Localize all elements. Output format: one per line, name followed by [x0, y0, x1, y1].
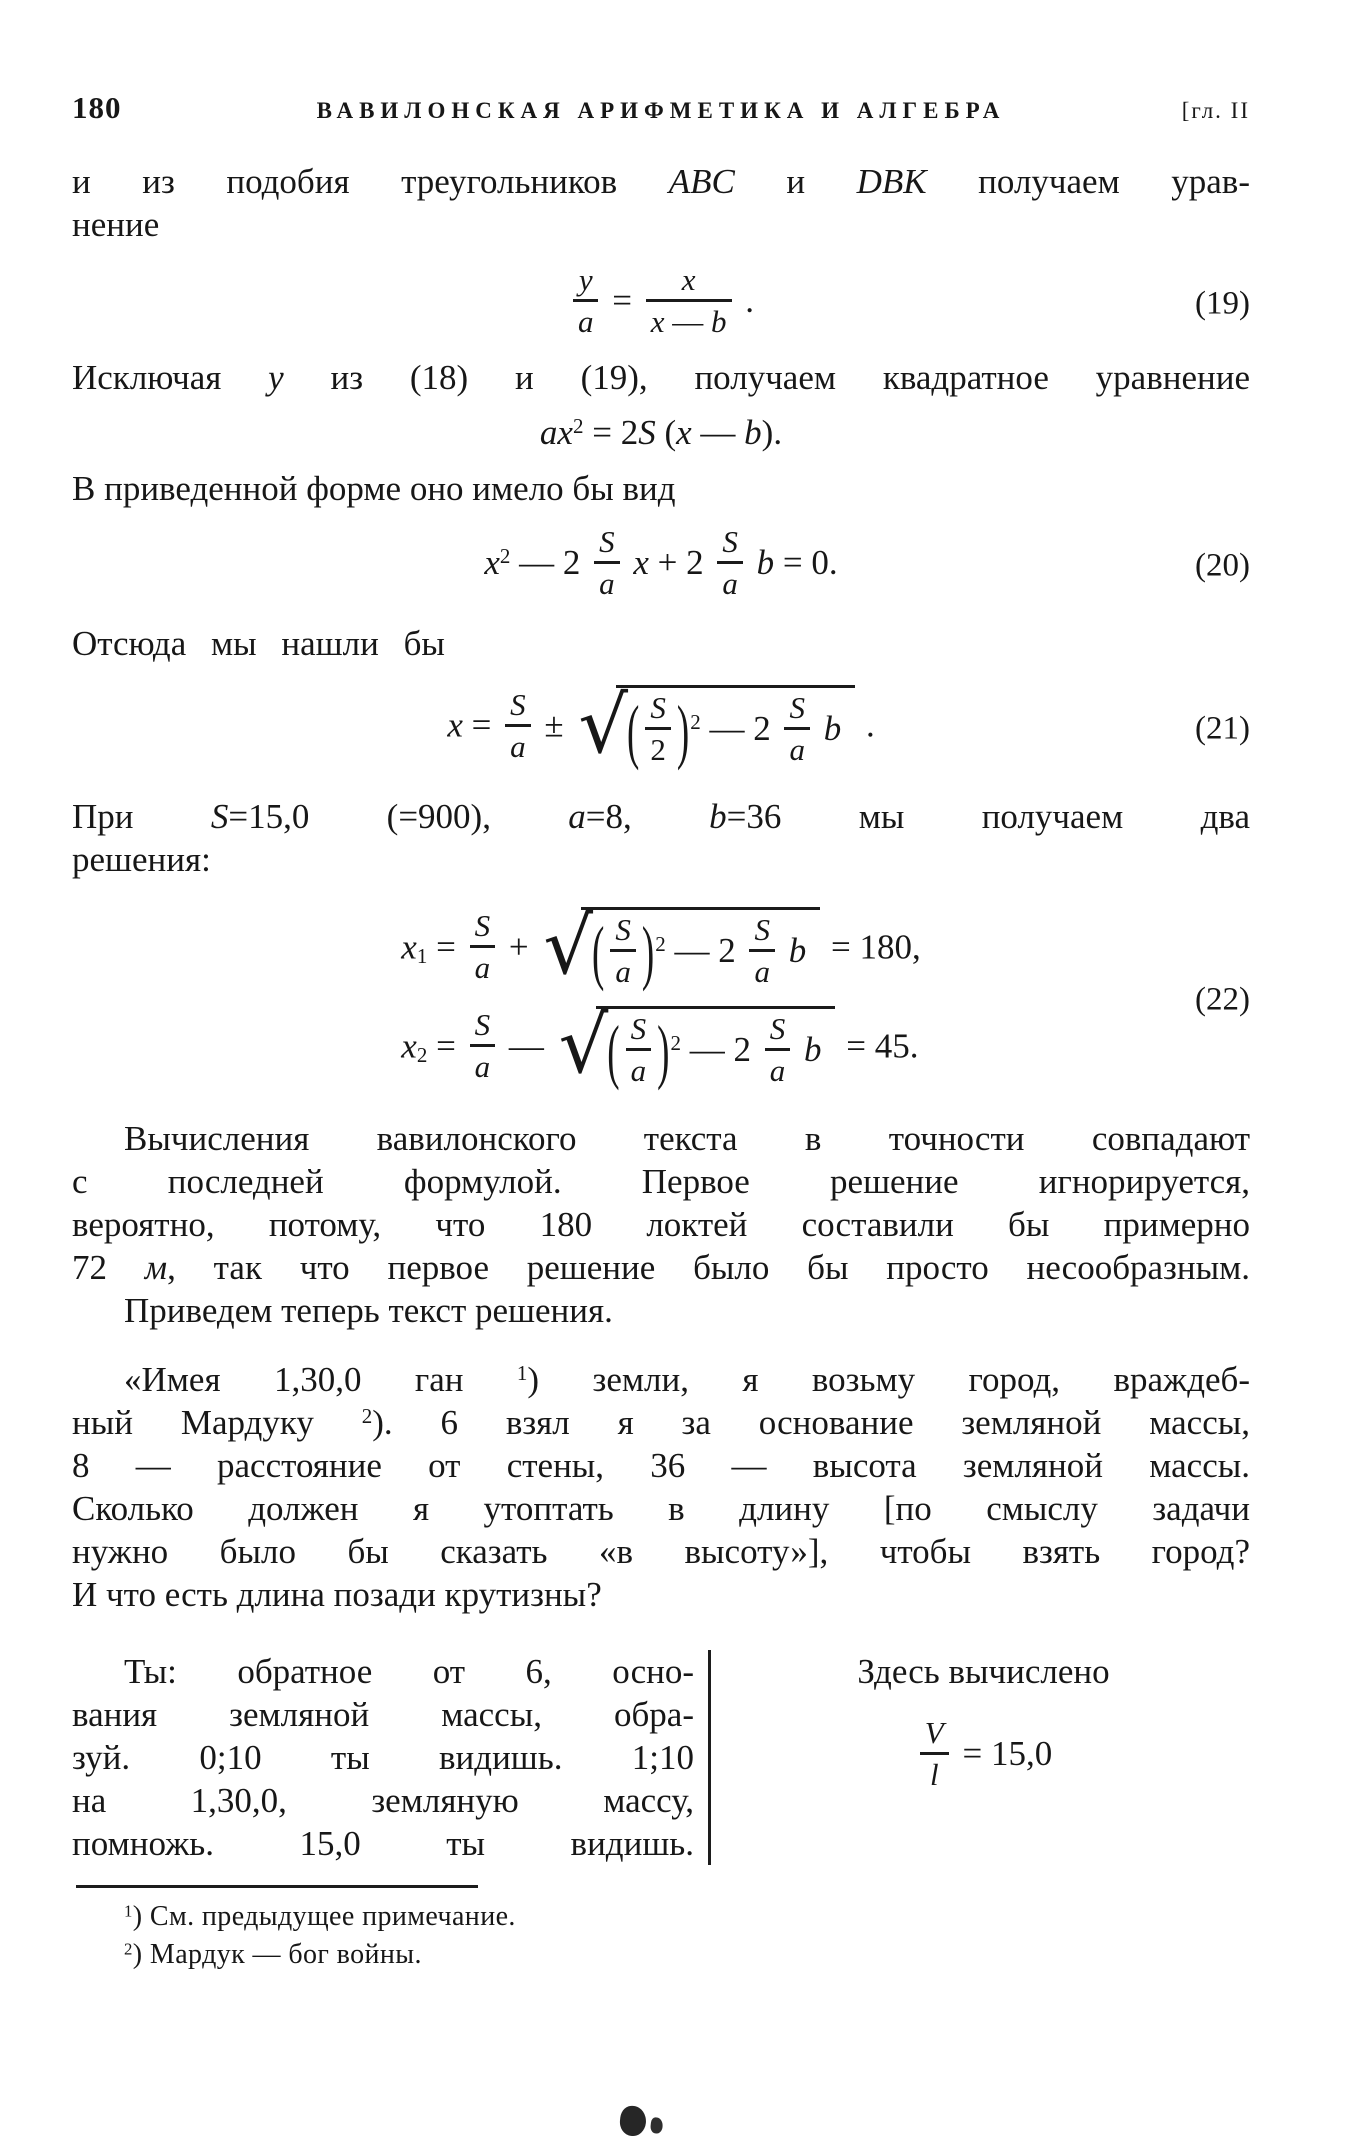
text-run: решения:: [72, 839, 211, 879]
close-paren: ): [657, 1012, 670, 1093]
fraction: [626, 1012, 652, 1088]
denominator: [470, 1044, 496, 1084]
equation-body: [401, 902, 921, 994]
close-paren: ): [641, 913, 655, 994]
text-line: [72, 795, 1250, 838]
text-line: [72, 1444, 1250, 1487]
text-run: Здесь вычислено: [857, 1651, 1110, 1691]
fraction: [594, 525, 620, 601]
math-variable: S: [754, 911, 770, 947]
math-variable: a: [769, 1052, 786, 1088]
superscript: 1: [124, 1901, 133, 1921]
math-variable: S: [615, 911, 631, 947]
text-run: При: [72, 796, 211, 836]
fraction: [749, 913, 775, 989]
text-line: [72, 1650, 694, 1693]
denominator: [920, 1752, 949, 1792]
numerator: [470, 1008, 496, 1044]
math-variable: b: [823, 709, 842, 749]
math-variable: S: [650, 690, 666, 726]
math-variable: a: [722, 566, 738, 602]
fraction: [784, 691, 810, 767]
text-run: — 2: [680, 1029, 760, 1069]
text-run: «Имея 1,30,0 ган: [124, 1359, 517, 1399]
denominator: [645, 727, 671, 767]
denominator: [470, 945, 496, 985]
superscript: 2: [361, 1404, 373, 1429]
radicand: [581, 907, 820, 994]
math-variable: b: [756, 543, 775, 583]
text-run: вероятно, потому, что 180 локтей составили бы примерно: [72, 1204, 1250, 1244]
parenthesized-group: [591, 911, 655, 994]
text-line: [72, 1822, 694, 1865]
numerator: [610, 913, 636, 949]
text-line: [72, 356, 1250, 399]
math-variable: a: [474, 950, 491, 986]
text-line: [72, 1358, 1250, 1401]
superscript: 1: [516, 1361, 528, 1386]
numerator: [626, 1012, 652, 1048]
numerator: [573, 263, 599, 299]
equation-body: [568, 262, 754, 342]
text-run: =36 мы получаем два: [726, 796, 1250, 836]
fraction: [717, 525, 743, 601]
text-run: 72: [72, 1247, 145, 1287]
text-run: помножь. 15,0 ты видишь.: [72, 1823, 694, 1863]
text-run: Ты: обратное от 6, осно-: [124, 1651, 694, 1691]
text-run: вания земляной массы, обра-: [72, 1694, 694, 1734]
equation-label: (20): [1195, 547, 1250, 584]
footnote: [124, 1898, 1250, 1936]
denominator: [749, 949, 775, 989]
text-run: — 2: [510, 543, 590, 583]
superscript: 2: [499, 544, 511, 569]
denominator: [765, 1048, 791, 1088]
math-variable: l: [929, 1757, 939, 1793]
text-run: 2: [650, 732, 666, 768]
math-variable: b: [744, 413, 762, 453]
paren-content: [640, 690, 676, 770]
text-run: = 45.: [837, 1026, 919, 1066]
text-run: [748, 543, 757, 582]
text-run: получаем урав-: [926, 162, 1250, 201]
numerator: [784, 691, 810, 727]
subscript: 1: [416, 943, 428, 968]
numerator: [505, 688, 531, 724]
text-run: из (18) и (19), получаем квадратное уравнение: [283, 358, 1250, 398]
text-line: [72, 1573, 1250, 1616]
math-variable: S: [599, 524, 615, 560]
fraction: [505, 688, 531, 764]
math-variable: S: [474, 1007, 491, 1043]
text-run: =: [603, 281, 641, 321]
numerator: [749, 913, 775, 949]
text-run: =: [427, 1026, 465, 1066]
page-header: [72, 90, 1250, 126]
denominator: [626, 1048, 652, 1088]
math-variable: b: [711, 304, 727, 340]
fraction: [646, 263, 732, 339]
superscript: 2: [670, 1030, 681, 1055]
equation-stack: [401, 895, 920, 1105]
equation-19: [72, 262, 1250, 342]
text-run: В приведенной форме оно имело бы вид: [72, 469, 676, 509]
text-run: [780, 931, 789, 970]
text-run: (: [655, 413, 677, 453]
text-run: И что есть длина позади крутизны?: [72, 1574, 602, 1614]
equation-label: (21): [1195, 710, 1250, 747]
radical: √ ( $\frac{S}{a}$ ) $^2$ — 2 $\frac{S}{a}$ b: [559, 1006, 836, 1093]
equation-22: [72, 895, 1250, 1105]
open-paren: (: [627, 692, 640, 773]
open-paren: (: [592, 913, 605, 994]
text-line: [72, 1203, 1250, 1246]
text-run: ный Мардуку: [72, 1402, 362, 1442]
superscript: 2: [655, 931, 666, 956]
text-line: [72, 1289, 1250, 1332]
math-variable: b: [803, 1029, 822, 1069]
text-run: ).: [761, 413, 783, 453]
text-run: ). 6 взял я за основание земляной массы,: [372, 1402, 1250, 1442]
math-variable: S: [510, 686, 526, 722]
text-line: [72, 1487, 1250, 1530]
math-variable: x: [401, 927, 417, 967]
fraction: [920, 1716, 949, 1792]
denominator: [610, 949, 636, 989]
text-run: = 2: [583, 413, 639, 453]
denominator: [646, 299, 732, 339]
math-variable: DBK: [856, 162, 927, 201]
chapter-ref: [гл. II: [1181, 98, 1250, 123]
math-variable: a: [510, 728, 526, 764]
numerator: [920, 1716, 949, 1752]
text-run: Вычисления вавилонского текста в точности совпадают: [124, 1118, 1250, 1158]
math-variable: y: [578, 262, 593, 297]
text-run: [795, 1030, 804, 1069]
fraction: [470, 909, 496, 985]
radical: √ ( $\frac{S}{2}$ ) $^2$ — 2 $\frac{S}{a}$ b: [578, 685, 855, 772]
fraction: [573, 263, 599, 339]
superscript: 2: [124, 1939, 133, 1959]
math-variable: S: [630, 1010, 647, 1046]
paren-content: [621, 1010, 657, 1091]
quote-paragraph: [72, 1358, 1250, 1616]
equation-quadratic: [72, 413, 1250, 453]
text-run: [815, 710, 824, 749]
text-run: на 1,30,0, земляную массу,: [72, 1780, 694, 1820]
math-variable: a: [474, 1049, 491, 1085]
denominator: [717, 561, 743, 601]
superscript: 2: [572, 414, 584, 439]
math-variable: x: [401, 1026, 417, 1066]
math-variable: S: [474, 908, 491, 944]
math-variable: S: [789, 690, 805, 726]
math-variable: a: [615, 953, 631, 989]
text-run: нужно было бы сказать «в высоту»], чтобы взять город?: [72, 1531, 1250, 1571]
text-run: —: [691, 413, 745, 453]
denominator: [573, 299, 599, 339]
text-line: [72, 838, 1250, 881]
text-run: + 2: [648, 543, 713, 583]
parenthesized-group: [626, 690, 690, 773]
denominator: [594, 561, 620, 601]
footnote-rule: [76, 1885, 478, 1888]
math-variable: S: [769, 1010, 786, 1046]
math-variable: a: [789, 732, 805, 768]
math-variable: м: [144, 1247, 168, 1287]
text-run: Приведем теперь текст решения.: [124, 1290, 613, 1330]
subscript: 2: [416, 1042, 428, 1067]
math-variable: V: [924, 1714, 944, 1750]
text-run: , так что первое решение было бы просто несообразным.: [167, 1247, 1251, 1287]
fraction: [610, 913, 636, 989]
text-run: = 180,: [822, 927, 921, 967]
parenthesized-group: [606, 1010, 670, 1093]
text-run: Исключая: [72, 358, 269, 398]
text-run: =8,: [585, 796, 710, 836]
denominator: [505, 724, 531, 764]
text-run: = 15,0: [953, 1734, 1053, 1774]
text-run: =15,0 (=900),: [228, 796, 569, 836]
math-variable: b: [709, 796, 727, 836]
math-variable: b: [788, 930, 807, 970]
math-variable: a: [577, 304, 594, 340]
text-run: Сколько должен я утоптать в длину [по смыслу задачи: [72, 1488, 1250, 1528]
equation-label: (19): [1195, 285, 1250, 322]
text-line: [72, 1246, 1250, 1289]
text-run: =: [462, 706, 501, 745]
math-variable: ax: [539, 413, 573, 453]
close-paren: ): [676, 692, 690, 773]
page-number: 180: [72, 90, 122, 125]
math-variable: a: [630, 1052, 647, 1088]
math-variable: y: [268, 358, 284, 398]
text-run: = 0.: [774, 543, 838, 583]
superscript: 2: [690, 710, 701, 735]
equation-label: (22): [1195, 981, 1250, 1018]
equation-body: [484, 524, 838, 604]
text-run: ±: [535, 706, 573, 745]
text-run: — 2: [700, 709, 780, 749]
math-variable: S: [722, 524, 738, 560]
running-title: ВАВИЛОНСКАЯ АРИФМЕТИКА И АЛГЕБРА: [316, 98, 1006, 123]
text-run: — 2: [665, 930, 745, 970]
text-run: .: [857, 706, 875, 745]
numerator: [645, 691, 671, 727]
text-run: —: [664, 304, 711, 340]
radical: √ ( $\frac{S}{a}$ ) $^2$ — 2 $\frac{S}{a}$ b: [543, 907, 820, 994]
text-run: и: [734, 162, 857, 201]
denominator: [784, 727, 810, 767]
equation-body: [540, 413, 782, 453]
footnote: [124, 1936, 1250, 1974]
numerator: [646, 263, 732, 299]
text-run: .: [736, 281, 754, 321]
equation-20: [72, 524, 1250, 604]
equation-body: [401, 1001, 920, 1093]
equation-body: [447, 680, 875, 773]
math-variable: S: [638, 413, 656, 453]
fraction: [470, 1008, 496, 1084]
numerator: [594, 525, 620, 561]
text-run: 8 — расстояние от стены, 36 — высота земляной массы.: [72, 1445, 1250, 1485]
text-run: и из подобия треугольников: [72, 162, 669, 201]
paren-content: [605, 911, 641, 992]
text-run: =: [427, 927, 465, 967]
text-line: [72, 203, 1250, 246]
math-variable: x: [447, 706, 463, 745]
fraction: [765, 1012, 791, 1088]
open-paren: (: [607, 1012, 620, 1093]
text-line: [72, 1736, 694, 1779]
math-variable: a: [754, 953, 770, 989]
computation-column: [711, 1650, 1250, 1865]
text-run: +: [500, 927, 538, 967]
text-run: ) Мардук — бог войны.: [132, 1938, 422, 1970]
radicand: [616, 685, 855, 772]
text-run: —: [500, 1026, 553, 1066]
text-run: с последней формулой. Первое решение игнорируется,: [72, 1161, 1250, 1201]
fraction: [645, 691, 671, 767]
text-line: [72, 1693, 694, 1736]
numerator: [765, 1012, 791, 1048]
math-variable: S: [210, 796, 229, 836]
text-line: [72, 1530, 1250, 1573]
math-variable: a: [568, 796, 586, 836]
text-run: ) земли, я возьму город, враждеб-: [527, 1359, 1250, 1399]
text-line: [72, 1160, 1250, 1203]
text-run: Отсюда мы нашли бы: [72, 624, 445, 664]
math-variable: x: [681, 262, 696, 297]
numerator: [717, 525, 743, 561]
text-line: [72, 1117, 1250, 1160]
math-variable: x: [633, 543, 649, 583]
text-run: зуй. 0;10 ты видишь. 1;10: [72, 1737, 694, 1777]
text-run: ) См. предыдущее примечание.: [132, 1900, 516, 1932]
text-line: [72, 467, 1250, 510]
text-line: [72, 1401, 1250, 1444]
equation-body: [915, 1714, 1053, 1795]
math-variable: x: [650, 304, 665, 340]
text-line: [72, 1779, 694, 1822]
numerator: [470, 909, 496, 945]
solution-text-column: [72, 1650, 694, 1865]
text-line: [72, 622, 1250, 665]
text-line: [72, 160, 1250, 203]
radicand: [596, 1006, 835, 1093]
scan-artifact: [619, 2105, 648, 2138]
equation-21: [72, 680, 1250, 773]
text-line: [857, 1650, 1109, 1693]
math-variable: x: [484, 543, 500, 583]
text-run: нение: [72, 205, 160, 244]
math-variable: a: [599, 566, 615, 602]
math-variable: x: [676, 413, 692, 453]
math-variable: ABC: [668, 162, 735, 201]
two-column-block: [72, 1650, 1250, 1865]
